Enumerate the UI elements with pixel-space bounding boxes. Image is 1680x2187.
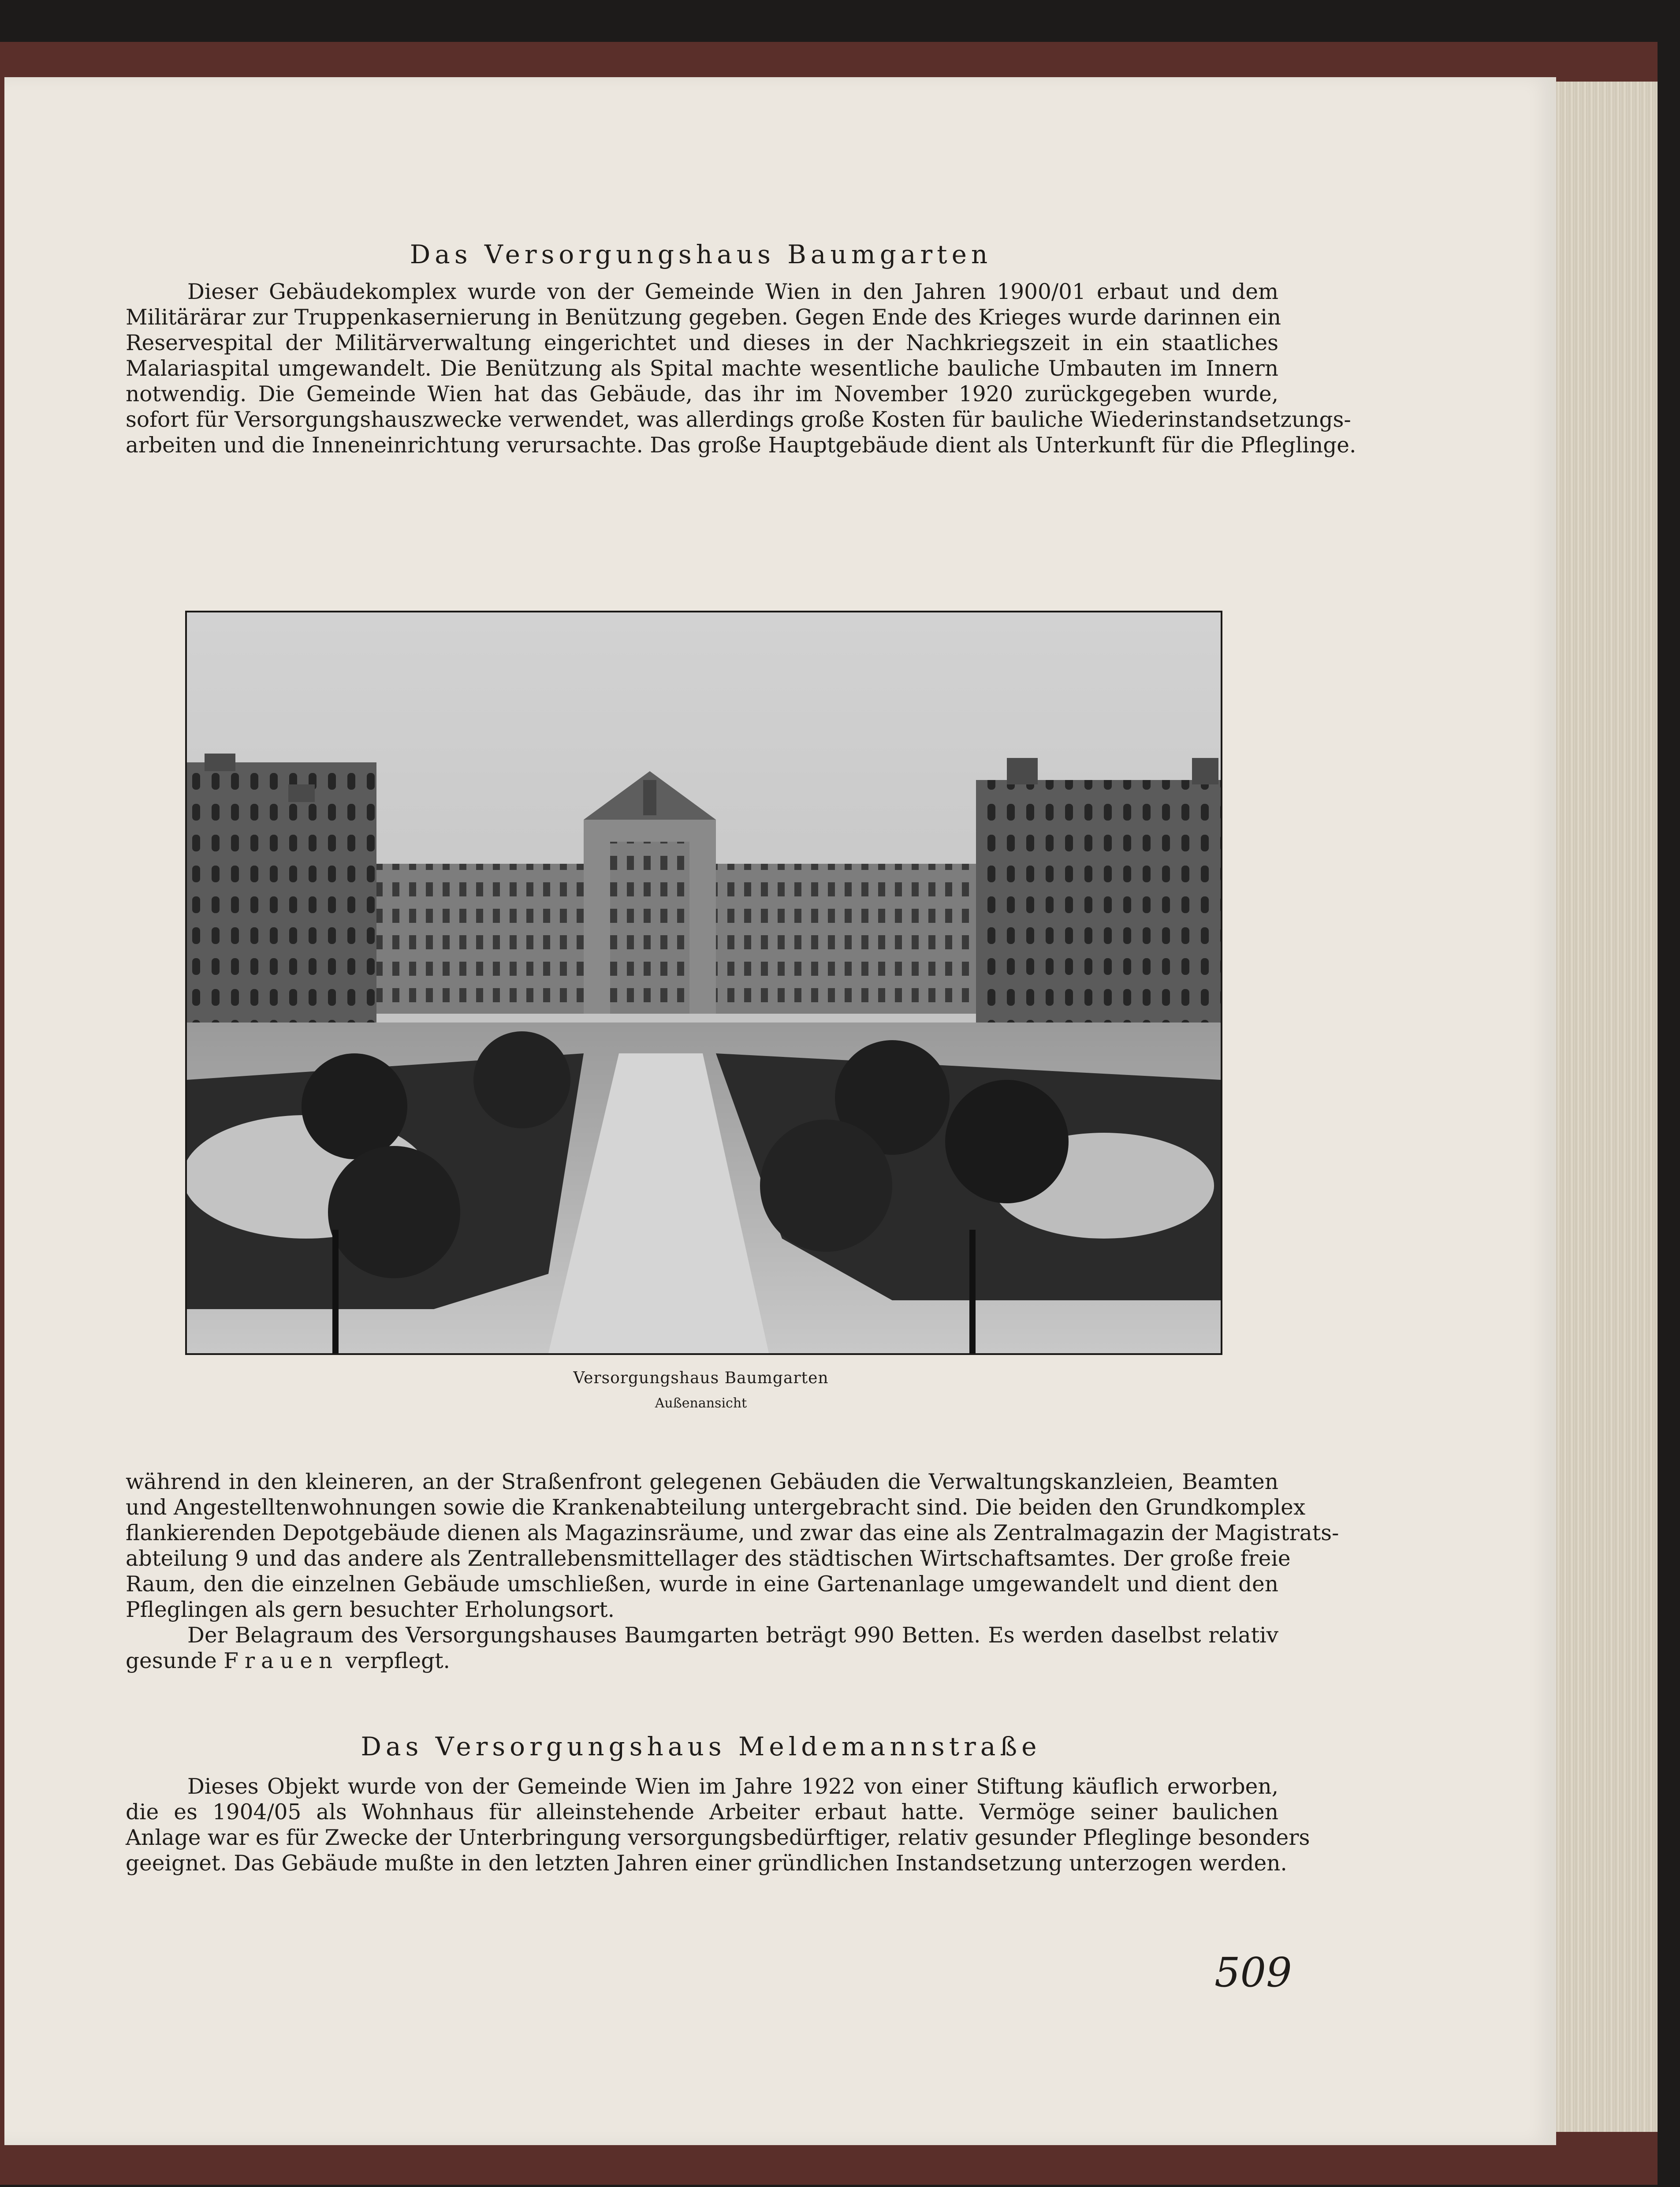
text-line: notwendig. Die Gemeinde Wien hat das Gebäude, das ihr im November 1920 zurückgegeben wurde, [126, 382, 1278, 407]
text-line: arbeiten und die Inneneinrichtung verursachte. Das große Hauptgebäude dient als Unterkunft für die Pfleglinge. [126, 433, 1356, 458]
text-line: sofort für Versorgungshauszwecke verwendet, was allerdings große Kosten für bauliche Wiederinstandsetzungs- [126, 407, 1351, 432]
text-line: während in den kleineren, an der Straßenfront gelegenen Gebäuden die Verwaltungskanzleien, Beamten [126, 1470, 1278, 1494]
section-heading-meldemannstrasse: Das Versorgungshaus Meldemannstraße [361, 1732, 1041, 1762]
text-line: flankierenden Depotgebäude dienen als Magazinsräume, und zwar das eine als Zentralmagazin der Magistrats- [126, 1521, 1339, 1545]
text-line: Anlage war es für Zwecke der Unterbringung versorgungsbedürftiger, relativ gesunder Pfleglinge besonders [126, 1825, 1310, 1850]
text-line: geeignet. Das Gebäude mußte in den letzten Jahren einer gründlichen Instandsetzung unterzogen werden. [126, 1851, 1287, 1876]
book-page [4, 77, 1556, 2145]
building-photo-illustration [187, 612, 1221, 1353]
text-line: Raum, den die einzelnen Gebäude umschließen, wurde in eine Gartenanlage umgewandelt und dient den [126, 1572, 1278, 1597]
text-line: Reservespital der Militärverwaltung eingerichtet und dieses in der Nachkriegszeit in ein staatliches [126, 331, 1278, 355]
paragraph-meldemannstrasse [126, 1774, 1310, 1876]
text-line: abteilung 9 und das andere als Zentrallebensmittellager des städtischen Wirtschaftsamtes. Der große freie [126, 1546, 1291, 1571]
text-line: Malariaspital umgewandelt. Die Benützung als Spital machte wesentliche bauliche Umbauten im Innern [126, 356, 1278, 381]
text-line: Pfleglingen als gern besuchter Erholungsort. [126, 1597, 615, 1622]
paragraph-baumgarten-continued [126, 1469, 1339, 1674]
emphasized-word: Frauen [224, 1649, 339, 1673]
text-line: und Angestelltenwohnungen sowie die Krankenabteilung untergebracht sind. Die beiden den Grundkomplex [126, 1495, 1306, 1520]
text-line: Dieser Gebäudekomplex wurde von der Gemeinde Wien in den Jahren 1900/01 erbaut und dem [187, 280, 1278, 304]
text-line [126, 1648, 1278, 1674]
page-number: 509 [1214, 1949, 1292, 1996]
section-heading-baumgarten: Das Versorgungshaus Baumgarten [410, 239, 992, 269]
figure-caption: Versorgungshaus Baumgarten [573, 1369, 829, 1387]
text-line: die es 1904/05 als Wohnhaus für alleinstehende Arbeiter erbaut hatte. Vermöge seiner baulichen [126, 1800, 1278, 1825]
building-photograph [185, 611, 1222, 1355]
text-fragment: gesunde [126, 1649, 217, 1673]
text-fragment: verpflegt. [345, 1649, 450, 1673]
text-line: Militärärar zur Truppenkasernierung in Benützung gegeben. Gegen Ende des Krieges wurde darinnen ein [126, 305, 1281, 330]
text-line: Der Belagraum des Versorgungshauses Baumgarten beträgt 990 Betten. Es werden daselbst relativ [187, 1623, 1278, 1648]
figure-subcaption: Außenansicht [655, 1396, 747, 1411]
text-line: Dieses Objekt wurde von der Gemeinde Wien im Jahre 1922 von einer Stiftung käuflich erworben, [187, 1774, 1278, 1799]
paragraph-baumgarten-intro [126, 279, 1356, 458]
